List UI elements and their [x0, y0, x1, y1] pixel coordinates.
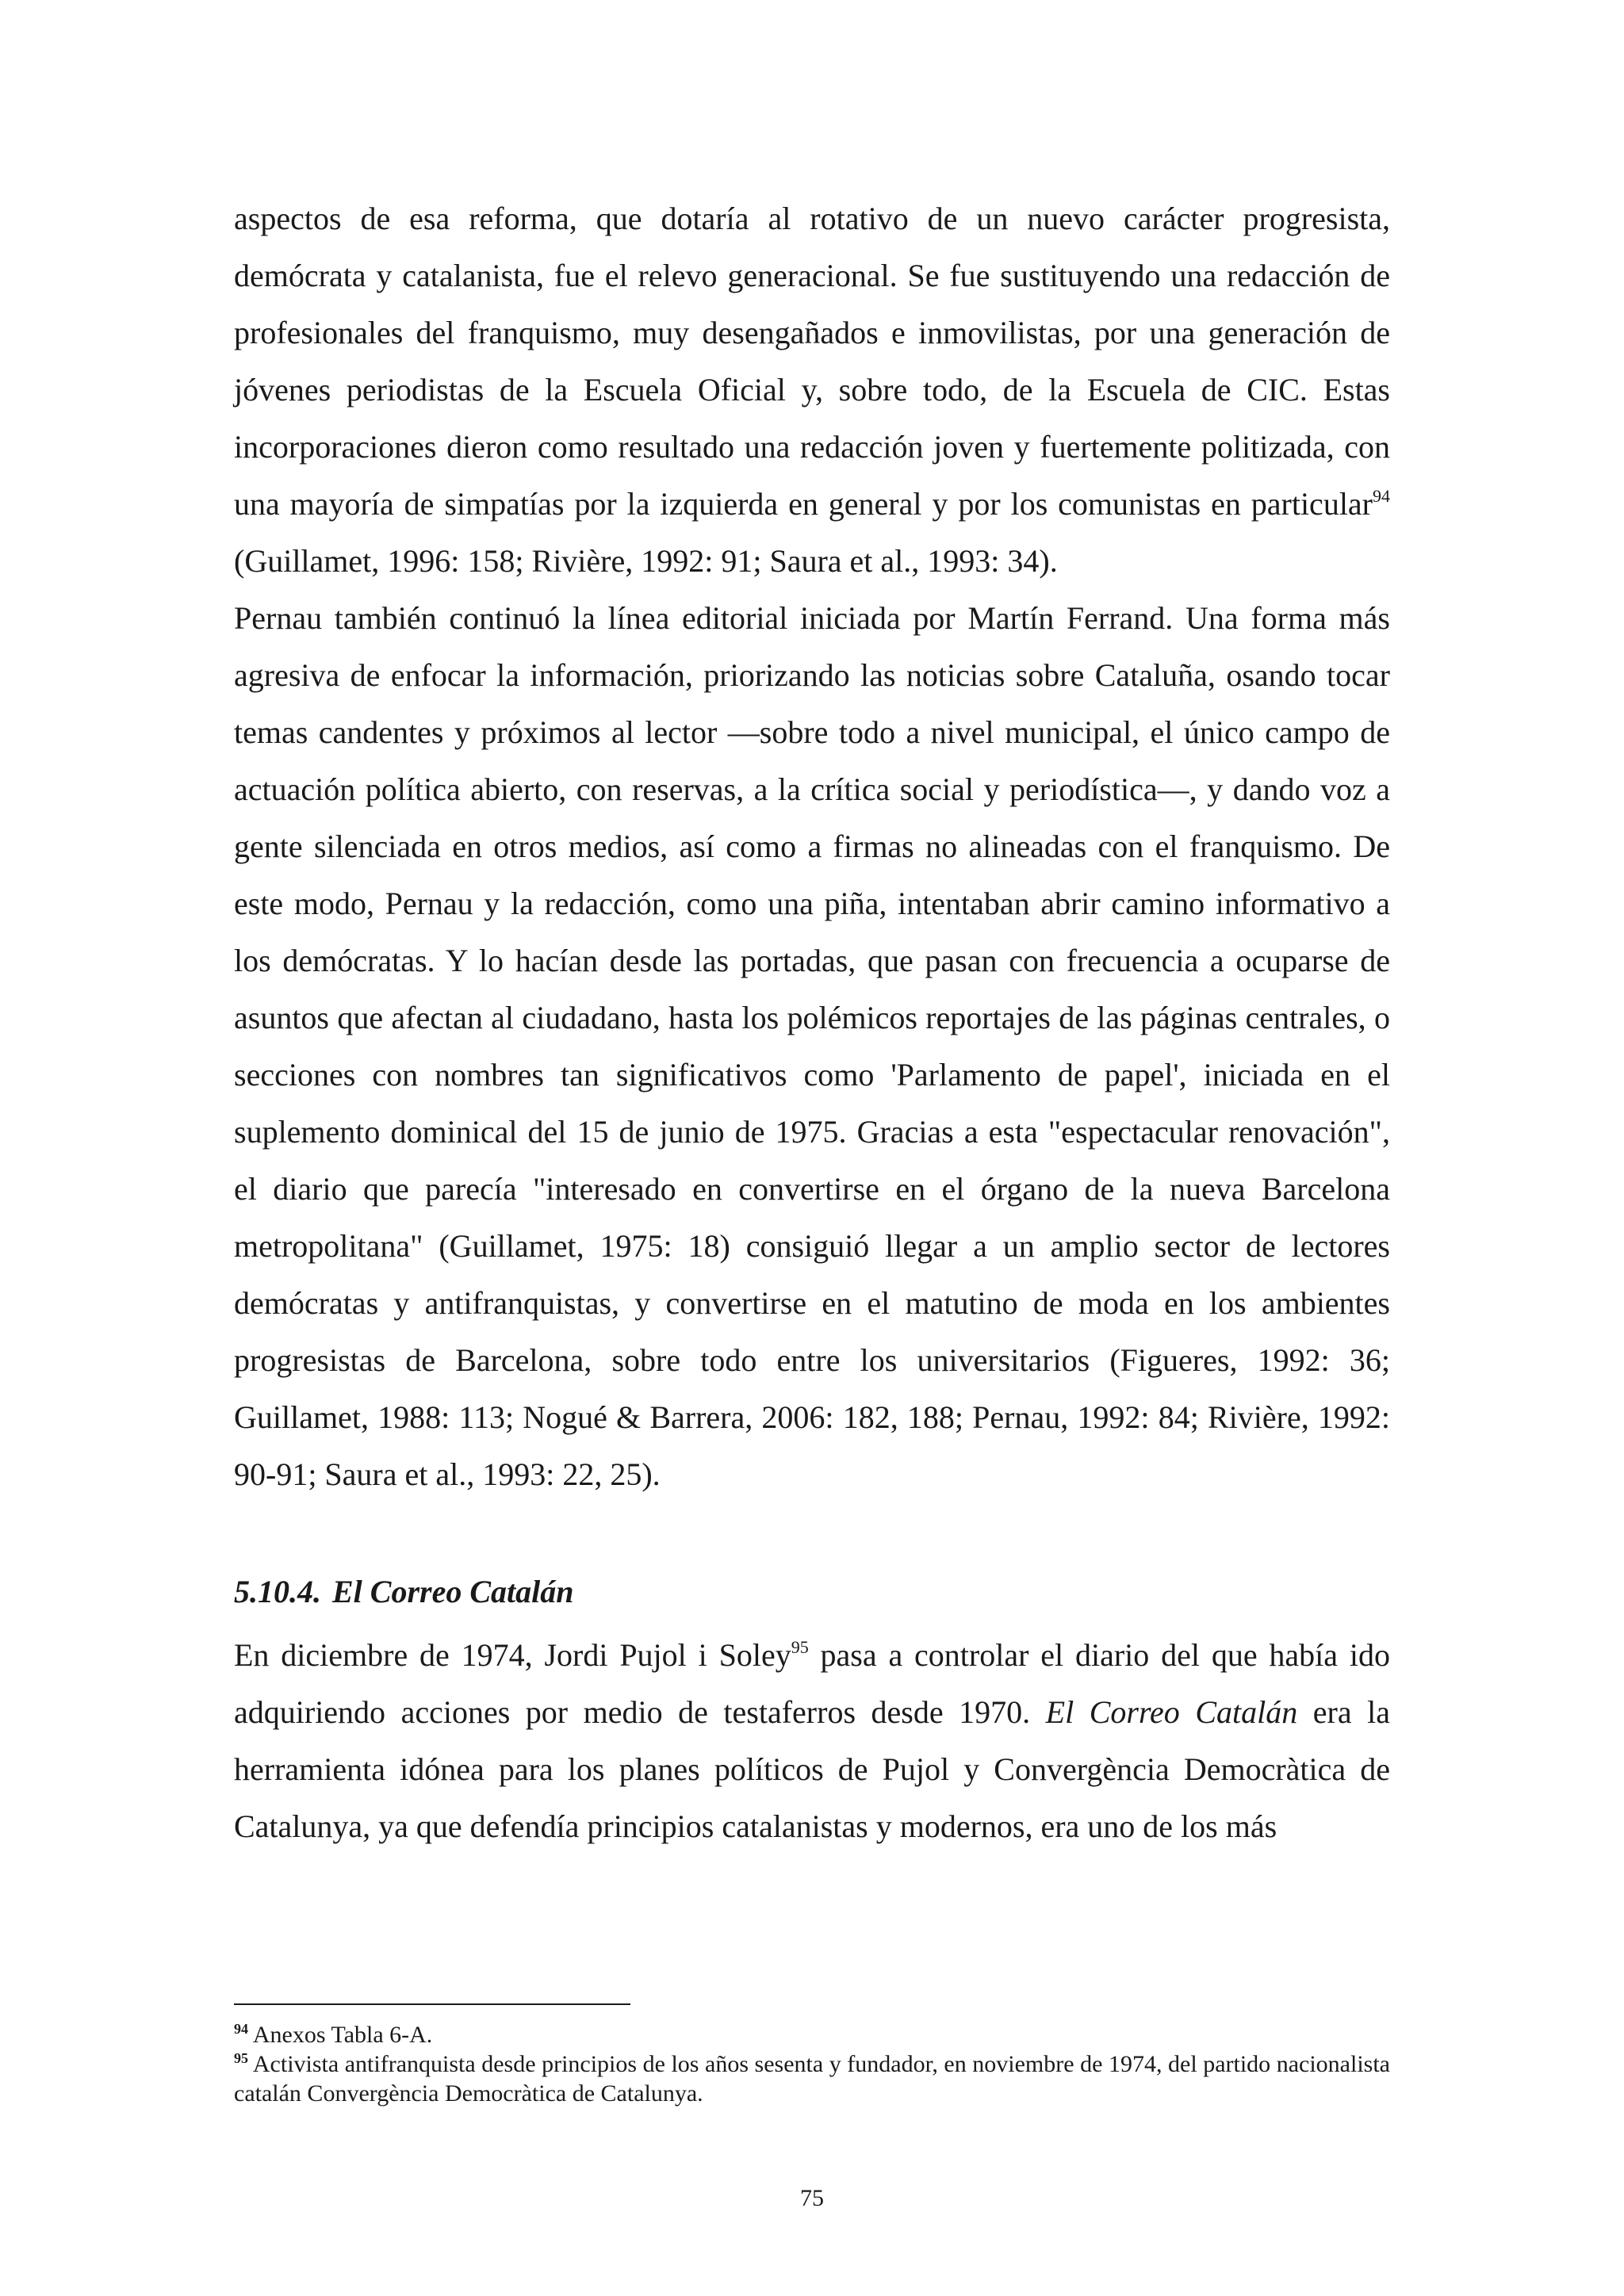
footnote-text: Anexos Tabla 6-A. [248, 2022, 433, 2048]
paragraph-text: Pernau también continuó la línea editorial iniciada por Martín Ferrand. Una forma más agresiva de enfocar la información, priorizando las noticias sobre Cataluña, osando tocar temas candentes y próximos al lector —sobre todo a nivel municipal, el único campo de actuación política abierto, con reservas, a la crítica social y periodística—, y dando voz a gente silenciada en otros medios, así como a firmas no alineadas con el franquismo. De este modo, Pernau y la redacción, como una piña, intentaban abrir camino informativo a los demócratas. Y lo hacían desde las portadas, que pasan con frecuencia a ocuparse de asuntos que afectan al ciudadano, hasta los polémicos reportajes de las páginas centrales, o secciones con nombres tan significativos como 'Parlamento de papel', iniciada en el suplemento dominical del 15 de junio de 1975. Gracias a esta "espectacular renovación", el diario que parecía "interesado en convertirse en el órgano de la nueva Barcelona metropolitana" (Guillamet, 1975: 18) consiguió llegar a un amplio sector de lectores demócratas y antifranquistas, y convertirse en el matutino de moda en los ambientes progresistas de Barcelona, sobre todo entre los universitarios (Figueres, 1992: 36; Guillamet, 1988: 113; Nogué & Barrera, 2006: 182, 188; Pernau, 1992: 84; Rivière, 1992: 90-91; Saura et al., 1993: 22, 25). [234, 600, 1390, 1492]
paragraph-2 [234, 590, 1390, 1503]
footnote-mark: 95 [234, 2050, 248, 2066]
section-number: 5.10.4. [234, 1574, 321, 1609]
paragraph-text: pasa a controlar el diario del que había ido adquiriendo acciones por medio de testaferros desde 1970. [234, 1637, 1390, 1730]
paragraph-text: En diciembre de 1974, Jordi Pujol i Soley [234, 1637, 791, 1673]
page-number: 75 [800, 2185, 824, 2211]
paragraph-3 [234, 1627, 1390, 1855]
footnote-94 [234, 2020, 1390, 2049]
section-heading [234, 1563, 1390, 1621]
footnote-ref-94[interactable]: 94 [1373, 486, 1390, 506]
paragraph-text: aspectos de esa reforma, que dotaría al rotativo de un nuevo carácter progresista, demócrata y catalanista, fue el relevo generacional. Se fue sustituyendo una redacción de profesionales del franquismo, muy desengañados e inmovilistas, por una generación de jóvenes periodistas de la Escuela Oficial y, sobre todo, de la Escuela de CIC. Estas incorporaciones dieron como resultado una redacción joven y fuertemente politizada, con una mayoría de simpatías por la izquierda en general y por los comunistas en particular [234, 201, 1390, 522]
newspaper-title: El Correo Catalán [1045, 1694, 1298, 1730]
paragraph-text: era la herramienta idónea para los planes políticos de Pujol y Convergència Democràtica de Catalunya, ya que defendía principios catalanistas y modernos, era uno de los más [234, 1694, 1390, 1844]
body-text [234, 190, 1390, 1855]
paragraph-1 [234, 190, 1390, 590]
footnotes [234, 2020, 1390, 2108]
footnote-95 [234, 2049, 1390, 2108]
footnote-mark: 94 [234, 2021, 248, 2037]
footnote-divider [234, 2003, 630, 2005]
paragraph-text: (Guillamet, 1996: 158; Rivière, 1992: 91; Saura et al., 1993: 34). [234, 543, 1058, 579]
footnote-text: Activista antifranquista desde principios de los años sesenta y fundador, en noviembre de 1974, del partido nacionalista catalán Convergència Democràtica de Catalunya. [234, 2051, 1390, 2107]
section-title: El Correo Catalán [332, 1574, 574, 1609]
footnote-ref-95[interactable]: 95 [791, 1637, 809, 1657]
